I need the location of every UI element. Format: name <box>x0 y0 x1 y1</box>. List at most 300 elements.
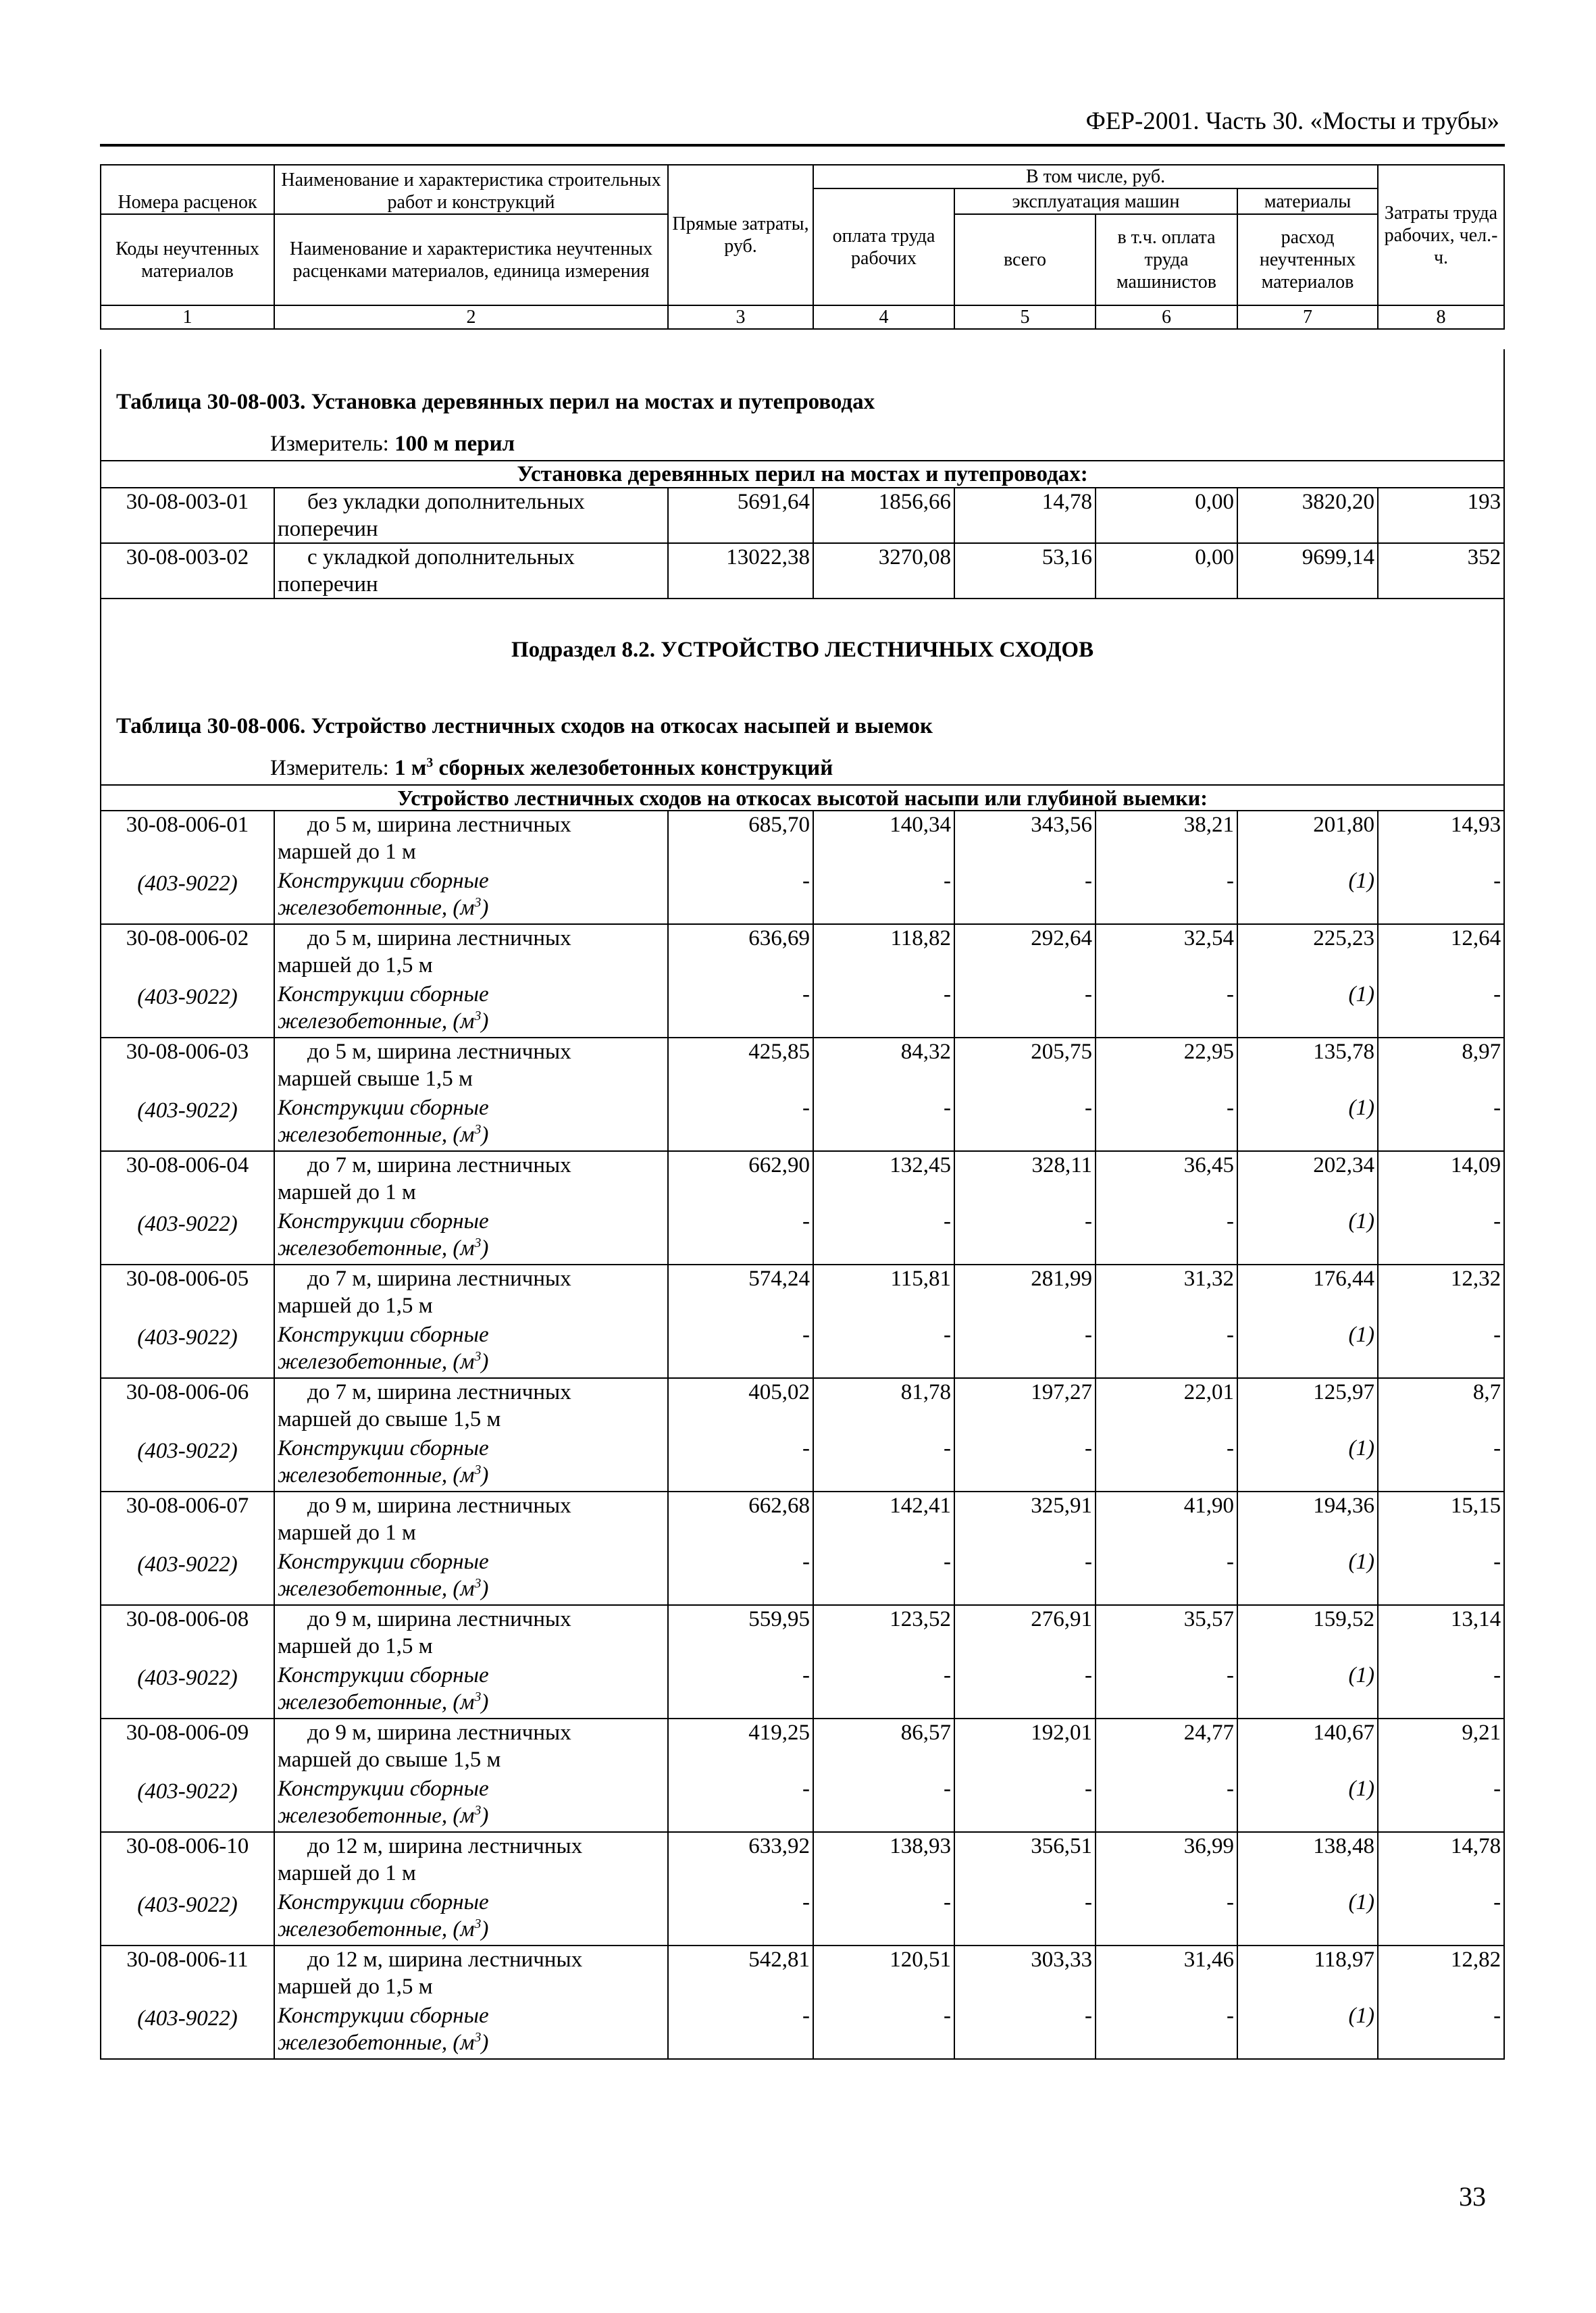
material-code: (403-9022) <box>101 1775 274 1832</box>
hours-dash: - <box>1378 1321 1504 1378</box>
machine-cost: 303,33 <box>954 1946 1096 2002</box>
col1-head-b: Коды неучтенных материалов <box>101 214 274 305</box>
machine-labor-cost: 38,21 <box>1096 811 1237 867</box>
material-unit: железобетонные, (м <box>278 1009 475 1034</box>
material-quantity: (1) <box>1237 2002 1378 2059</box>
table2-measure-value-a: 1 м <box>394 756 427 780</box>
material-cost: 125,97 <box>1237 1378 1378 1435</box>
direct-dash: - <box>668 2002 813 2059</box>
material-unit-sup: 3 <box>474 1349 482 1364</box>
table-row <box>101 488 1504 543</box>
material-description <box>274 1775 668 1832</box>
rate-description-line1: до 5 м, ширина лестничных <box>307 926 571 950</box>
material-row <box>101 2002 1504 2059</box>
hours-dash: - <box>1378 1775 1504 1832</box>
table2-title-row <box>101 701 1504 755</box>
rate-description-line2: маршей до 1,5 м <box>278 1975 433 1999</box>
labor-dash: - <box>813 1662 954 1719</box>
material-description-line2 <box>278 1577 488 1601</box>
hours-dash: - <box>1378 1094 1504 1151</box>
column-header-table <box>100 164 1505 330</box>
machine-dash: - <box>954 1208 1096 1265</box>
machine-labor-cost: 24,77 <box>1096 1719 1237 1775</box>
material-description-line1: Конструкции сборные <box>278 1096 489 1120</box>
table-row <box>101 1492 1504 1548</box>
rate-code: 30-08-006-07 <box>101 1492 274 1548</box>
rate-description <box>274 1719 668 1775</box>
material-description-line1: Конструкции сборные <box>278 869 489 893</box>
material-unit: железобетонные, (м <box>278 1350 475 1374</box>
col6-head: в т.ч. оплата труда машинистов <box>1096 214 1237 305</box>
material-code: (403-9022) <box>101 867 274 924</box>
labor-cost: 84,32 <box>813 1038 954 1094</box>
material-description-line1: Конструкции сборные <box>278 1436 489 1460</box>
machine-labor-cost: 31,46 <box>1096 1946 1237 2002</box>
material-cost: 140,67 <box>1237 1719 1378 1775</box>
material-cost: 118,97 <box>1237 1946 1378 2002</box>
rate-code: 30-08-006-03 <box>101 1038 274 1094</box>
material-cost: 194,36 <box>1237 1492 1378 1548</box>
machine-dash: - <box>954 867 1096 924</box>
material-code: (403-9022) <box>101 2002 274 2059</box>
rate-description-line2: поперечин <box>278 517 378 541</box>
material-description <box>274 1321 668 1378</box>
labor-dash: - <box>813 1775 954 1832</box>
material-row <box>101 1889 1504 1946</box>
material-unit-close: ) <box>481 1463 489 1488</box>
material-description-line2 <box>278 896 488 920</box>
table-row <box>101 1832 1504 1889</box>
material-code: (403-9022) <box>101 1094 274 1151</box>
col-num-6: 6 <box>1096 305 1237 329</box>
material-unit-sup: 3 <box>474 1463 482 1477</box>
material-description-line1: Конструкции сборные <box>278 1209 489 1234</box>
col8-head: Затраты труда рабочих, чел.-ч. <box>1378 165 1504 305</box>
labor-cost: 81,78 <box>813 1378 954 1435</box>
machine-dash: - <box>954 981 1096 1038</box>
direct-dash: - <box>668 1775 813 1832</box>
table-row <box>101 811 1504 867</box>
rate-description-line1: до 12 м, ширина лестничных <box>307 1834 583 1858</box>
machine-labor-dash: - <box>1096 1094 1237 1151</box>
machine-labor-cost: 36,99 <box>1096 1832 1237 1889</box>
machine-cost: 205,75 <box>954 1038 1096 1094</box>
hours-dash: - <box>1378 981 1504 1038</box>
rate-description-line2: маршей до 1,5 м <box>278 1294 433 1318</box>
machine-dash: - <box>954 1435 1096 1492</box>
material-cost: 176,44 <box>1237 1265 1378 1321</box>
incl-head: В том числе, руб. <box>813 165 1378 188</box>
direct-cost: 633,92 <box>668 1832 813 1889</box>
material-unit: железобетонные, (м <box>278 1690 475 1714</box>
machine-dash: - <box>954 1775 1096 1832</box>
machine-dash: - <box>954 1548 1096 1605</box>
direct-cost: 662,90 <box>668 1151 813 1208</box>
material-description <box>274 867 668 924</box>
machine-cost: 292,64 <box>954 924 1096 981</box>
rate-description <box>274 1151 668 1208</box>
machine-cost: 53,16 <box>954 543 1096 599</box>
labor-cost: 120,51 <box>813 1946 954 2002</box>
machine-cost: 197,27 <box>954 1378 1096 1435</box>
table2-measure <box>101 755 1504 785</box>
rate-code: 30-08-006-02 <box>101 924 274 981</box>
rate-description-line1: до 12 м, ширина лестничных <box>307 1948 583 1972</box>
rate-description-line2: маршей до 1,5 м <box>278 953 433 977</box>
machine-dash: - <box>954 1662 1096 1719</box>
table2-measure-row <box>101 755 1504 785</box>
material-description-line1: Конструкции сборные <box>278 1777 489 1801</box>
machine-labor-dash: - <box>1096 867 1237 924</box>
material-unit: железобетонные, (м <box>278 1123 475 1147</box>
rate-description-line2: маршей до 1 м <box>278 1861 416 1885</box>
material-unit: железобетонные, (м <box>278 1917 475 1941</box>
hours-dash: - <box>1378 1435 1504 1492</box>
material-code: (403-9022) <box>101 1321 274 1378</box>
material-description <box>274 1548 668 1605</box>
hours-dash: - <box>1378 867 1504 924</box>
material-row <box>101 981 1504 1038</box>
direct-cost: 419,25 <box>668 1719 813 1775</box>
labor-dash: - <box>813 1435 954 1492</box>
rate-code: 30-08-006-09 <box>101 1719 274 1775</box>
hours-dash: - <box>1378 1548 1504 1605</box>
direct-dash: - <box>668 1889 813 1946</box>
labor-hours: 14,09 <box>1378 1151 1504 1208</box>
material-unit-sup: 3 <box>474 1009 482 1023</box>
material-quantity: (1) <box>1237 1094 1378 1151</box>
direct-cost: 425,85 <box>668 1038 813 1094</box>
material-row <box>101 1435 1504 1492</box>
material-row <box>101 1662 1504 1719</box>
material-description <box>274 1208 668 1265</box>
labor-dash: - <box>813 867 954 924</box>
col-num-7: 7 <box>1237 305 1378 329</box>
material-description <box>274 1889 668 1946</box>
rate-description-line1: до 5 м, ширина лестничных <box>307 1040 571 1064</box>
material-cost: 225,23 <box>1237 924 1378 981</box>
material-unit-sup: 3 <box>474 1576 482 1591</box>
material-row <box>101 1094 1504 1151</box>
labor-cost: 118,82 <box>813 924 954 981</box>
labor-hours: 8,7 <box>1378 1378 1504 1435</box>
machine-cost: 192,01 <box>954 1719 1096 1775</box>
machine-cost: 281,99 <box>954 1265 1096 1321</box>
labor-cost: 142,41 <box>813 1492 954 1548</box>
machine-labor-cost: 22,01 <box>1096 1378 1237 1435</box>
col-num-5: 5 <box>954 305 1096 329</box>
material-quantity: (1) <box>1237 1208 1378 1265</box>
table1-title: Таблица 30-08-003. Установка деревянных перил на мостах и путепроводах <box>101 349 1504 430</box>
header-rule <box>100 144 1505 147</box>
direct-dash: - <box>668 1208 813 1265</box>
labor-hours: 14,78 <box>1378 1832 1504 1889</box>
material-description <box>274 1094 668 1151</box>
machine-cost: 356,51 <box>954 1832 1096 1889</box>
labor-hours: 12,82 <box>1378 1946 1504 2002</box>
labor-hours: 193 <box>1378 488 1504 543</box>
direct-dash: - <box>668 1435 813 1492</box>
rate-description <box>274 1492 668 1548</box>
material-unit-sup: 3 <box>474 1916 482 1931</box>
labor-cost: 132,45 <box>813 1151 954 1208</box>
labor-dash: - <box>813 2002 954 2059</box>
table2-measure-sup: 3 <box>426 755 434 770</box>
machine-labor-dash: - <box>1096 1321 1237 1378</box>
rate-description-line2: маршей до 1 м <box>278 1521 416 1545</box>
rate-description-line1: до 7 м, ширина лестничных <box>307 1267 571 1291</box>
rate-description-line1: с укладкой дополнительных <box>307 545 575 569</box>
table-row <box>101 1946 1504 2002</box>
machine-labor-cost: 0,00 <box>1096 488 1237 543</box>
labor-dash: - <box>813 1094 954 1151</box>
material-description-line2 <box>278 1690 488 1714</box>
col2-head-a: Наименование и характеристика строительных работ и конструкций <box>274 165 668 214</box>
direct-cost: 13022,38 <box>668 543 813 599</box>
material-code: (403-9022) <box>101 1548 274 1605</box>
material-description-line1: Конструкции сборные <box>278 1890 489 1914</box>
direct-cost: 662,68 <box>668 1492 813 1548</box>
material-description-line2 <box>278 1463 488 1488</box>
material-description-line1: Конструкции сборные <box>278 982 489 1007</box>
direct-cost: 405,02 <box>668 1378 813 1435</box>
labor-hours: 9,21 <box>1378 1719 1504 1775</box>
rate-description-line1: до 5 м, ширина лестничных <box>307 813 571 837</box>
rate-code: 30-08-003-01 <box>101 488 274 543</box>
rate-description <box>274 543 668 599</box>
material-quantity: (1) <box>1237 1775 1378 1832</box>
rate-code: 30-08-006-05 <box>101 1265 274 1321</box>
machine-labor-cost: 31,32 <box>1096 1265 1237 1321</box>
rate-description <box>274 811 668 867</box>
material-unit: железобетонные, (м <box>278 2031 475 2055</box>
labor-cost: 3270,08 <box>813 543 954 599</box>
direct-cost: 636,69 <box>668 924 813 981</box>
machine-labor-dash: - <box>1096 1662 1237 1719</box>
material-code: (403-9022) <box>101 1208 274 1265</box>
labor-hours: 12,64 <box>1378 924 1504 981</box>
rate-description-line1: до 9 м, ширина лестничных <box>307 1721 571 1745</box>
direct-cost: 542,81 <box>668 1946 813 2002</box>
direct-dash: - <box>668 981 813 1038</box>
rate-code: 30-08-006-06 <box>101 1378 274 1435</box>
material-unit-sup: 3 <box>474 895 482 910</box>
material-quantity: (1) <box>1237 1435 1378 1492</box>
rate-code: 30-08-006-08 <box>101 1605 274 1662</box>
labor-hours: 15,15 <box>1378 1492 1504 1548</box>
labor-dash: - <box>813 981 954 1038</box>
rate-code: 30-08-006-01 <box>101 811 274 867</box>
machine-labor-cost: 0,00 <box>1096 543 1237 599</box>
material-description-line2 <box>278 1804 488 1828</box>
rate-description-line1: до 7 м, ширина лестничных <box>307 1153 571 1177</box>
col4-head: оплата труда рабочих <box>813 188 954 305</box>
rate-description-line2: маршей до свыше 1,5 м <box>278 1748 501 1772</box>
material-description <box>274 1435 668 1492</box>
material-unit: железобетонные, (м <box>278 1577 475 1601</box>
col-num-2: 2 <box>274 305 668 329</box>
material-description-line2 <box>278 2031 488 2055</box>
material-quantity: (1) <box>1237 1321 1378 1378</box>
material-cost: 202,34 <box>1237 1151 1378 1208</box>
material-unit: железобетонные, (м <box>278 1236 475 1261</box>
material-unit-close: ) <box>481 1123 489 1147</box>
material-code: (403-9022) <box>101 1435 274 1492</box>
material-cost: 9699,14 <box>1237 543 1378 599</box>
machine-labor-cost: 35,57 <box>1096 1605 1237 1662</box>
material-unit-close: ) <box>481 1350 489 1374</box>
material-unit-sup: 3 <box>474 1803 482 1818</box>
section-row <box>101 599 1504 701</box>
material-description-line2 <box>278 1917 488 1941</box>
labor-hours: 13,14 <box>1378 1605 1504 1662</box>
material-unit: железобетонные, (м <box>278 1804 475 1828</box>
col5-head: всего <box>954 214 1096 305</box>
col-num-1: 1 <box>101 305 274 329</box>
material-cost: 159,52 <box>1237 1605 1378 1662</box>
material-code: (403-9022) <box>101 981 274 1038</box>
direct-dash: - <box>668 1321 813 1378</box>
material-unit-close: ) <box>481 1804 489 1828</box>
machine-labor-cost: 41,90 <box>1096 1492 1237 1548</box>
table2-subheading: Устройство лестничных сходов на откосах высотой насыпи или глубиной выемки: <box>101 785 1504 811</box>
machine-labor-dash: - <box>1096 1889 1237 1946</box>
rate-description-line2: маршей до 1 м <box>278 840 416 864</box>
rates-table <box>100 349 1505 2060</box>
direct-dash: - <box>668 1662 813 1719</box>
rate-description-line2: маршей до свыше 1,5 м <box>278 1407 501 1431</box>
material-description-line2 <box>278 1350 488 1374</box>
machine-labor-dash: - <box>1096 1208 1237 1265</box>
machines-head: эксплуатация машин <box>954 188 1237 214</box>
col-num-8: 8 <box>1378 305 1504 329</box>
table2-subheading-row <box>101 785 1504 811</box>
material-description <box>274 981 668 1038</box>
direct-dash: - <box>668 867 813 924</box>
material-row <box>101 1321 1504 1378</box>
table1-measure-label: Измеритель: <box>270 432 389 456</box>
material-row <box>101 1775 1504 1832</box>
material-description-line2 <box>278 1123 488 1147</box>
material-quantity: (1) <box>1237 867 1378 924</box>
material-description-line1: Конструкции сборные <box>278 1663 489 1687</box>
hours-dash: - <box>1378 1662 1504 1719</box>
machine-labor-dash: - <box>1096 1435 1237 1492</box>
labor-cost: 123,52 <box>813 1605 954 1662</box>
table1-subheading: Установка деревянных перил на мостах и путепроводах: <box>101 461 1504 488</box>
rate-code: 30-08-006-11 <box>101 1946 274 2002</box>
rate-description-line1: до 9 м, ширина лестничных <box>307 1607 571 1631</box>
material-code: (403-9022) <box>101 1662 274 1719</box>
rate-description-line2: поперечин <box>278 572 378 596</box>
material-cost: 138,48 <box>1237 1832 1378 1889</box>
direct-cost: 5691,64 <box>668 488 813 543</box>
material-row <box>101 1208 1504 1265</box>
col7-head: расход неучтенных материалов <box>1237 214 1378 305</box>
hours-dash: - <box>1378 2002 1504 2059</box>
material-quantity: (1) <box>1237 1889 1378 1946</box>
machine-labor-cost: 22,95 <box>1096 1038 1237 1094</box>
labor-dash: - <box>813 1208 954 1265</box>
rate-description <box>274 1832 668 1889</box>
rate-description <box>274 1605 668 1662</box>
machine-labor-cost: 36,45 <box>1096 1151 1237 1208</box>
rate-description <box>274 1265 668 1321</box>
rate-description-line2: маршей до 1,5 м <box>278 1634 433 1658</box>
table-row <box>101 543 1504 599</box>
machine-labor-dash: - <box>1096 1775 1237 1832</box>
machine-dash: - <box>954 1094 1096 1151</box>
material-unit-close: ) <box>481 1577 489 1601</box>
table2-measure-value <box>394 756 833 780</box>
rate-description <box>274 924 668 981</box>
table-row <box>101 1151 1504 1208</box>
rate-description-line1: до 9 м, ширина лестничных <box>307 1494 571 1518</box>
col3-head: Прямые затраты, руб. <box>668 165 813 305</box>
table-row <box>101 1605 1504 1662</box>
col-num-3: 3 <box>668 305 813 329</box>
table1-measure <box>101 430 1504 461</box>
hours-dash: - <box>1378 1208 1504 1265</box>
col2-head-b: Наименование и характеристика неучтенных расценками материалов, единица измерения <box>274 214 668 305</box>
page-number: 33 <box>1459 2181 1486 2212</box>
material-unit-close: ) <box>481 896 489 920</box>
direct-cost: 559,95 <box>668 1605 813 1662</box>
material-quantity: (1) <box>1237 1662 1378 1719</box>
direct-dash: - <box>668 1548 813 1605</box>
rate-description-line2: маршей свыше 1,5 м <box>278 1067 473 1091</box>
material-description-line1: Конструкции сборные <box>278 1550 489 1574</box>
machine-dash: - <box>954 1321 1096 1378</box>
labor-hours: 12,32 <box>1378 1265 1504 1321</box>
material-description <box>274 1662 668 1719</box>
section-title: Подраздел 8.2. УСТРОЙСТВО ЛЕСТНИЧНЫХ СХОДОВ <box>101 599 1504 701</box>
machine-dash: - <box>954 1889 1096 1946</box>
rate-code: 30-08-006-04 <box>101 1151 274 1208</box>
table-row <box>101 1265 1504 1321</box>
labor-cost: 115,81 <box>813 1265 954 1321</box>
table-row <box>101 1378 1504 1435</box>
material-row <box>101 867 1504 924</box>
material-unit-sup: 3 <box>474 1689 482 1704</box>
machine-labor-dash: - <box>1096 981 1237 1038</box>
labor-cost: 138,93 <box>813 1832 954 1889</box>
material-unit-close: ) <box>481 1009 489 1034</box>
machine-cost: 14,78 <box>954 488 1096 543</box>
machine-cost: 328,11 <box>954 1151 1096 1208</box>
machine-labor-dash: - <box>1096 1548 1237 1605</box>
material-code: (403-9022) <box>101 1889 274 1946</box>
material-cost: 3820,20 <box>1237 488 1378 543</box>
machine-labor-dash: - <box>1096 2002 1237 2059</box>
table2-measure-label: Измеритель: <box>270 756 389 780</box>
rate-description-line1: без укладки дополнительных <box>307 490 585 514</box>
material-description-line1: Конструкции сборные <box>278 2004 489 2028</box>
material-unit-sup: 3 <box>474 1236 482 1250</box>
material-unit: железобетонные, (м <box>278 1463 475 1488</box>
material-description-line2 <box>278 1009 488 1034</box>
direct-dash: - <box>668 1094 813 1151</box>
labor-dash: - <box>813 1548 954 1605</box>
material-quantity: (1) <box>1237 981 1378 1038</box>
labor-cost: 86,57 <box>813 1719 954 1775</box>
rate-description <box>274 1946 668 2002</box>
table1-measure-value: 100 м перил <box>394 432 515 456</box>
labor-dash: - <box>813 1321 954 1378</box>
material-unit-close: ) <box>481 1690 489 1714</box>
labor-cost: 1856,66 <box>813 488 954 543</box>
labor-hours: 14,93 <box>1378 811 1504 867</box>
